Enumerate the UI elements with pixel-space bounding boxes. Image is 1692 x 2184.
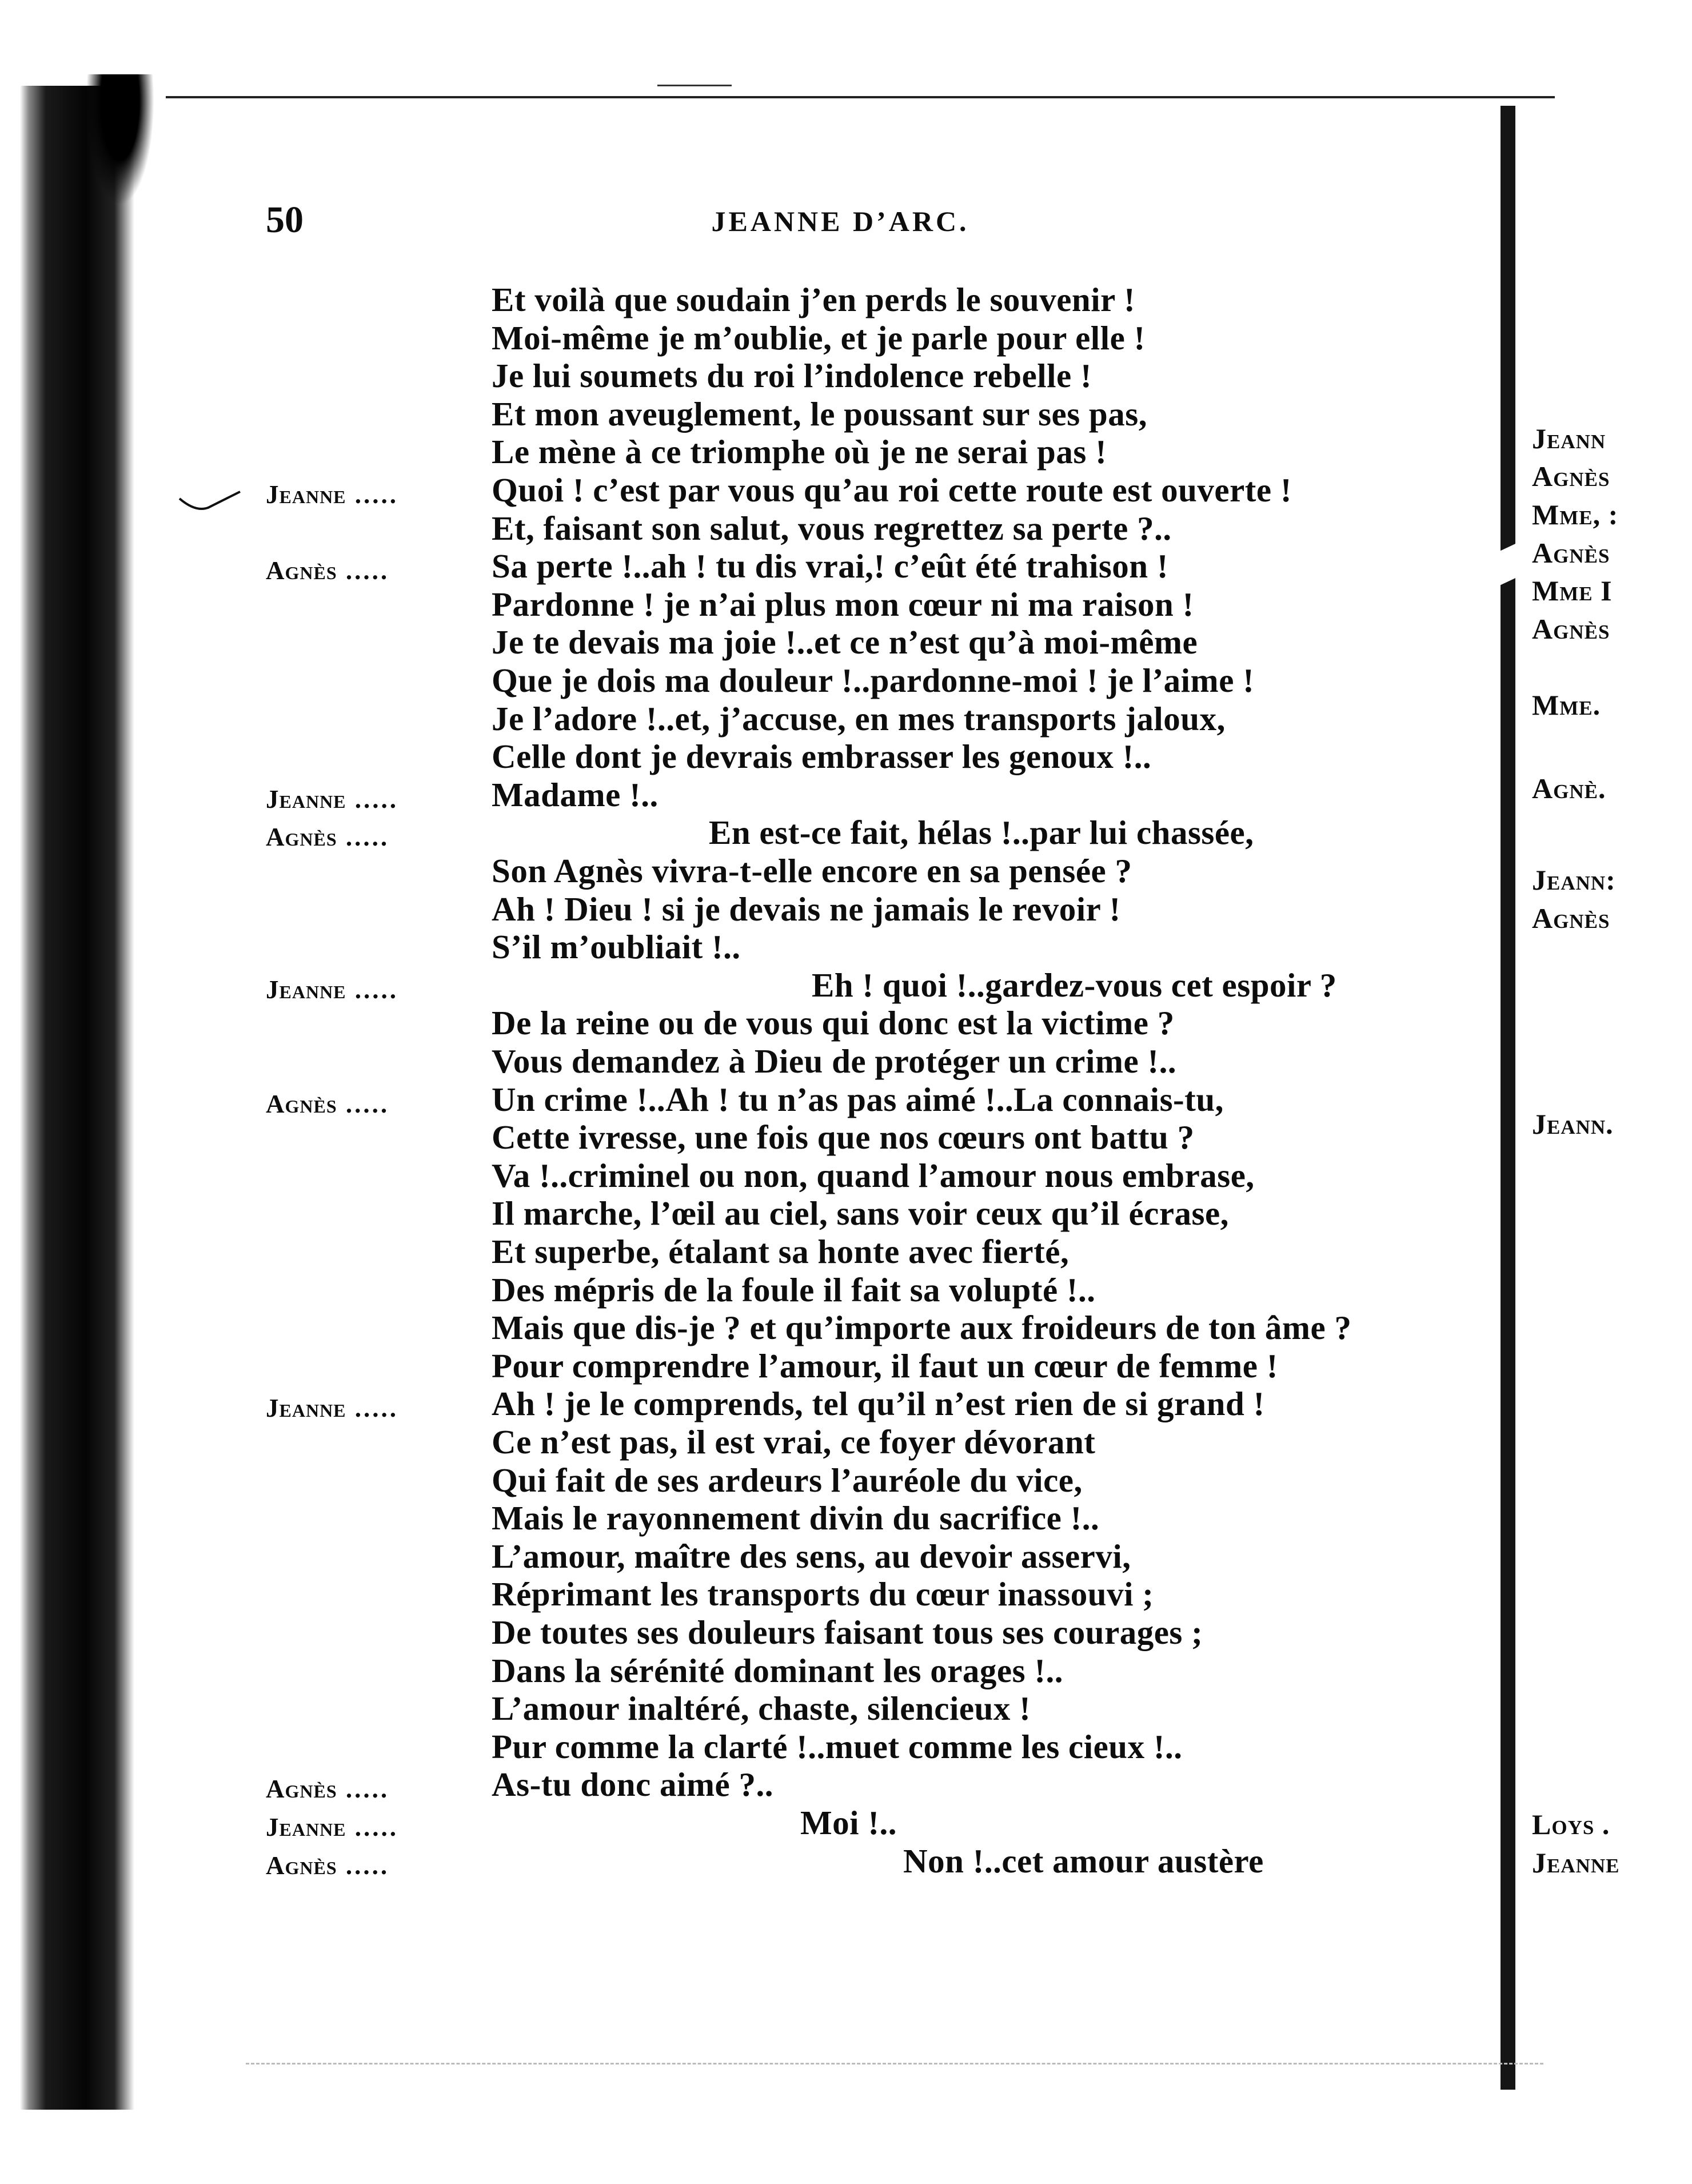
margin-speaker: Mme, : [1532, 498, 1619, 531]
verse-text: As-tu donc aimé ?.. [492, 1765, 773, 1804]
verse-text: Son Agnès vivra-t-elle encore en sa pensée ? [492, 852, 1132, 890]
verse-line [0, 1003, 1481, 1041]
verse-text: Sa perte !..ah ! tu dis vrai,! c’eût été trahison ! [492, 547, 1169, 585]
margin-speaker: Agnès [1532, 902, 1610, 934]
verse-text: Eh ! quoi !..gardez-vous cet espoir ? [812, 966, 1337, 1004]
verse-text: Quoi ! c’est par vous qu’au roi cette route est ouverte ! [492, 471, 1292, 509]
verse-text: Cette ivresse, une fois que nos cœurs ont battu ? [492, 1118, 1195, 1157]
running-title: JEANNE D’ARC. [711, 205, 969, 237]
verse-text: Je lui soumets du roi l’indolence rebelle ! [492, 357, 1092, 395]
verse-line [0, 547, 1481, 584]
verse-text: Et mon aveuglement, le poussant sur ses pas, [492, 394, 1147, 433]
verse-line [0, 737, 1481, 775]
verse-line [0, 356, 1481, 394]
margin-speaker: Jeanne [1532, 1846, 1620, 1879]
verse-line [0, 966, 1481, 1003]
verse-text: Qui fait de ses ardeurs l’auréole du vice, [492, 1461, 1083, 1499]
verse-line [0, 585, 1481, 623]
verse-text: Mais que dis-je ? et qu’importe aux froideurs de ton âme ? [492, 1309, 1352, 1347]
verse-text: Des mépris de la foule il fait sa volupté !.. [492, 1270, 1096, 1309]
verse-text: Ce n’est pas, il est vrai, ce foyer dévorant [492, 1423, 1096, 1461]
verse-text: S’il m’oubliait !.. [492, 928, 741, 966]
verse-text: Ah ! Dieu ! si je devais ne jamais le revoir ! [492, 890, 1121, 928]
verse-text: Ah ! je le comprends, tel qu’il n’est rien de si grand ! [492, 1385, 1265, 1423]
verse-line [0, 1346, 1481, 1384]
margin-speaker: Agnès [1532, 612, 1610, 645]
margin-speaker: Agnè. [1532, 772, 1606, 805]
gutter-rule [1501, 106, 1515, 2090]
top-short-rule [657, 85, 732, 86]
margin-speaker: Loys . [1532, 1808, 1610, 1840]
verse-text: Moi-même je m’oublie, et je parle pour elle ! [492, 318, 1146, 357]
bottom-edge-dots [246, 2063, 1543, 2065]
margin-speaker: Agnès [1532, 536, 1610, 569]
verse-line [0, 1156, 1481, 1194]
page-number: 50 [266, 199, 304, 241]
verse-line [0, 1803, 1481, 1841]
verse-line [0, 1842, 1481, 1879]
verse-text: Pur comme la clarté !..muet comme les cieux !.. [492, 1727, 1183, 1765]
verse-line [0, 1422, 1481, 1460]
verse-text: Que je dois ma douleur !..pardonne-moi ! je l’aime ! [492, 661, 1255, 699]
speaker-name: Jeanne ..... [266, 1812, 398, 1842]
speaker-name: Agnès ..... [266, 1774, 389, 1804]
verse-line [0, 318, 1481, 356]
verse-line [0, 623, 1481, 660]
speaker-name: Jeanne ..... [266, 784, 398, 814]
binding-corner-shadow [86, 74, 154, 206]
verse-text: Va !..criminel ou non, quand l’amour nous embrase, [492, 1156, 1255, 1194]
speaker-name: Jeanne ..... [266, 480, 398, 509]
margin-speaker: Agnès [1532, 460, 1610, 493]
verse-line [0, 1727, 1481, 1765]
verse-line [0, 1575, 1481, 1612]
verse-text: Et voilà que soudain j’en perds le souvenir ! [492, 281, 1136, 318]
verse-text: Celle dont je devrais embrasser les genoux !.. [492, 738, 1152, 776]
verse-line [0, 471, 1481, 508]
verse-line [0, 1537, 1481, 1575]
verse-line [0, 699, 1481, 737]
verse-text: L’amour, maître des sens, au devoir asservi, [492, 1537, 1131, 1575]
verse-line [0, 1651, 1481, 1689]
margin-speaker: Mme I [1532, 575, 1613, 607]
verse-text: Et superbe, étalant sa honte avec fierté, [492, 1233, 1070, 1270]
verse-line [0, 1689, 1481, 1727]
verse-line [0, 432, 1481, 470]
verse-line [0, 1080, 1481, 1118]
verse-text: Je te devais ma joie !..et ce n’est qu’à moi-même [492, 623, 1198, 661]
verse-text: L’amour inaltéré, chaste, silencieux ! [492, 1689, 1031, 1728]
verse-line [0, 1194, 1481, 1232]
verse-text: En est-ce fait, hélas !..par lui chassée, [709, 814, 1254, 852]
margin-speaker: Mme. [1532, 688, 1601, 721]
margin-speaker: Jeann [1532, 422, 1606, 455]
speaker-name: Agnès ..... [266, 1851, 389, 1880]
verse-line [0, 775, 1481, 813]
speaker-name: Agnès ..... [266, 822, 389, 852]
verse-text: Madame !.. [492, 775, 659, 814]
speaker-name: Agnès ..... [266, 556, 389, 585]
verse-line [0, 1461, 1481, 1498]
verse-line [0, 1118, 1481, 1155]
verse-text: Il marche, l’œil au ciel, sans voir ceux qu’il écrase, [492, 1194, 1229, 1233]
verse-line [0, 509, 1481, 547]
verse-text: Vous demandez à Dieu de protéger un crime !.. [492, 1042, 1177, 1080]
verse-line [0, 927, 1481, 965]
verse-text: Pour comprendre l’amour, il faut un cœur de femme ! [492, 1346, 1278, 1385]
verse-text: Réprimant les transports du cœur inassouvi ; [492, 1575, 1154, 1613]
speaker-name: Jeanne ..... [266, 1393, 398, 1423]
verse-text: Je l’adore !..et, j’accuse, en mes transports jaloux, [492, 699, 1226, 738]
verse-line [0, 890, 1481, 927]
margin-speaker: Jeann. [1532, 1107, 1614, 1140]
verse-text: Un crime !..Ah ! tu n’as pas aimé !..La connais-tu, [492, 1080, 1224, 1118]
speaker-name: Agnès ..... [266, 1089, 389, 1119]
verse-line [0, 1270, 1481, 1308]
speaker-name: Jeanne ..... [266, 975, 398, 1005]
verse-line [0, 1308, 1481, 1346]
margin-speaker: Jeann: [1532, 864, 1616, 896]
verse-text: Moi !.. [800, 1804, 897, 1842]
verse-text: Non !..cet amour austère [903, 1842, 1264, 1880]
verse-line [0, 280, 1481, 318]
verse-line [0, 1232, 1481, 1270]
top-rule [166, 96, 1555, 98]
verse-text: De toutes ses douleurs faisant tous ses courages ; [492, 1613, 1203, 1651]
verse-line [0, 394, 1481, 432]
verse-line [0, 1042, 1481, 1079]
verse-text: Et, faisant son salut, vous regrettez sa perte ?.. [492, 509, 1172, 547]
verse-line [0, 813, 1481, 851]
verse-text: Mais le rayonnement divin du sacrifice !.. [492, 1499, 1100, 1537]
verse-line [0, 661, 1481, 699]
verse-text: Pardonne ! je n’ai plus mon cœur ni ma raison ! [492, 585, 1194, 623]
verse-text: Dans la sérénité dominant les orages !.. [492, 1651, 1063, 1689]
verse-text: Le mène à ce triomphe où je ne serai pas ! [492, 433, 1107, 471]
verse-line [0, 1498, 1481, 1536]
verse-line [0, 1613, 1481, 1651]
verse-line [0, 1765, 1481, 1803]
verse-text: De la reine ou de vous qui donc est la victime ? [492, 1004, 1175, 1042]
verse-line [0, 851, 1481, 889]
verse-line [0, 1384, 1481, 1422]
